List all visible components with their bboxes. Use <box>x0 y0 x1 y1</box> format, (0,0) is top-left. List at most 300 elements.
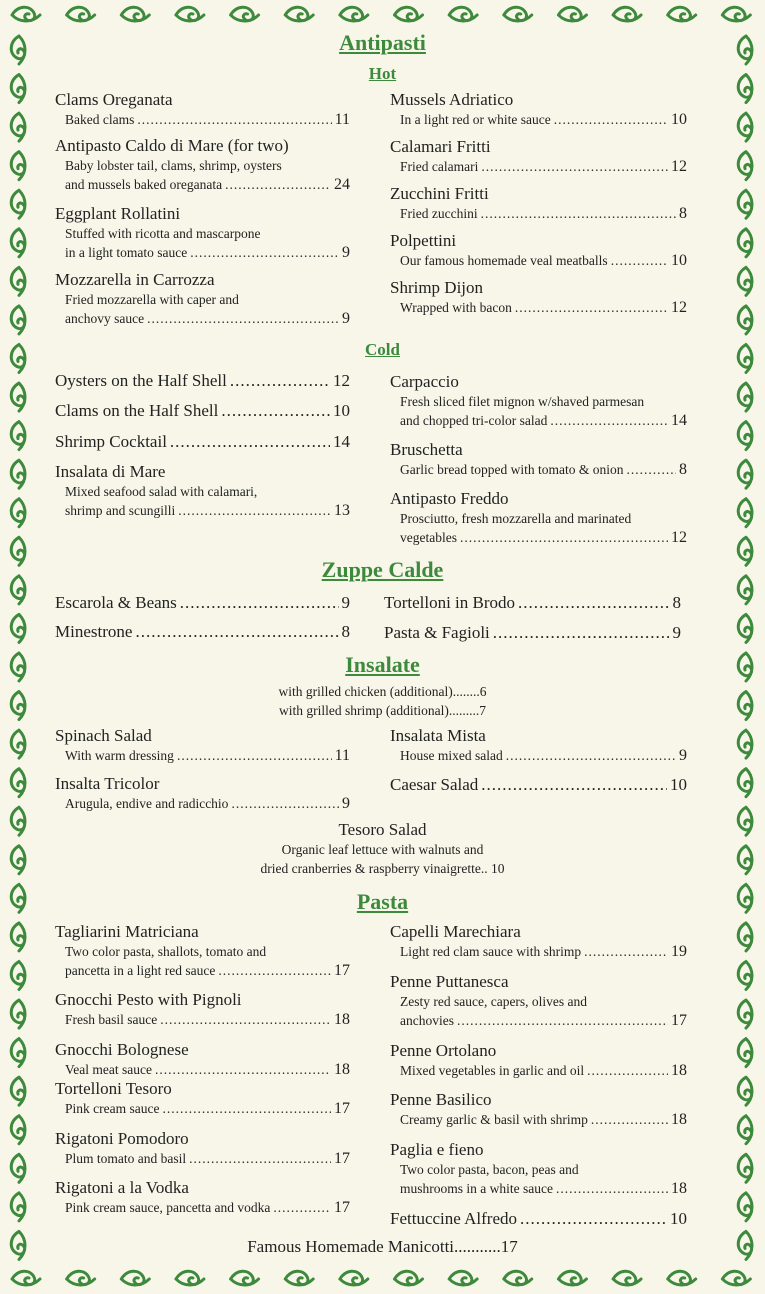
scroll-ornament <box>722 7 750 21</box>
menu-item-desc-line <box>390 460 687 479</box>
menu-item-price: 8 <box>672 593 681 612</box>
menu-item-desc: Baby lobster tail, clams, shrimp, oysters <box>65 158 282 173</box>
menu-item-price: 10 <box>671 252 687 269</box>
menu-item-price: 12 <box>671 299 687 316</box>
menu-item-price: 9 <box>679 747 687 764</box>
scroll-ornament <box>738 1077 752 1105</box>
menu-item-desc-line <box>390 1061 687 1080</box>
scroll-ornament <box>11 383 25 411</box>
addon-shrimp: with grilled shrimp (additional).........7 <box>279 703 486 718</box>
menu-item <box>390 278 687 317</box>
menu-item-desc: pancetta in a light red sauce <box>65 963 216 978</box>
menu-item-desc-line <box>390 251 687 270</box>
scroll-ornament <box>738 1193 752 1221</box>
dot-leader <box>587 1061 668 1080</box>
dot-leader <box>170 432 330 452</box>
subsection-title-hot: Hot <box>368 64 397 83</box>
top-scroll-border <box>0 0 765 30</box>
menu-item-desc-line <box>55 501 350 520</box>
menu-item-desc: Our famous homemade veal meatballs <box>400 253 608 268</box>
bottom-scroll-border <box>0 1264 765 1294</box>
menu-item-desc-line <box>390 528 687 547</box>
menu-item <box>390 137 687 176</box>
menu-item-desc: Fried mozzarella with caper and <box>65 292 239 307</box>
addon-chicken: with grilled chicken (additional)........6 <box>278 684 487 699</box>
insalate-addons <box>0 682 765 720</box>
menu-item-name-line <box>55 622 350 642</box>
dot-leader <box>626 460 676 479</box>
menu-item-name: Mussels Adriatico <box>390 90 514 109</box>
menu-item <box>390 972 687 1030</box>
scroll-ornament <box>738 460 752 488</box>
scroll-ornament <box>738 1154 752 1182</box>
menu-item-price: 17 <box>334 962 350 979</box>
scroll-ornament <box>395 7 423 21</box>
menu-item-name: Antipasto Caldo di Mare (for two) <box>55 136 289 155</box>
menu-item <box>55 622 350 642</box>
dot-leader <box>218 961 331 980</box>
scroll-ornament <box>668 1271 696 1285</box>
scroll-ornament <box>738 383 752 411</box>
menu-item-price: 19 <box>671 943 687 960</box>
menu-item-price: 9 <box>342 244 350 261</box>
menu-item-desc-line <box>55 1010 350 1029</box>
menu-item-price: 12 <box>333 371 350 390</box>
menu-item <box>384 593 681 613</box>
menu-item-desc: Fried calamari <box>400 159 479 174</box>
menu-item-name-line <box>384 593 681 613</box>
scroll-ornament <box>738 229 752 257</box>
menu-item-price: 18 <box>671 1062 687 1079</box>
menu-item-desc-line <box>55 794 350 813</box>
menu-item-name: Insalata di Mare <box>55 462 166 481</box>
scroll-ornament <box>11 306 25 334</box>
menu-item-desc-line <box>55 1198 350 1217</box>
scroll-ornament <box>395 1271 423 1285</box>
left-scroll-border <box>4 30 34 1264</box>
menu-item <box>55 401 350 421</box>
menu-item-price: 9 <box>672 623 681 642</box>
menu-item-desc-line <box>55 1060 350 1079</box>
scroll-ornament <box>738 1000 752 1028</box>
scroll-ornament <box>11 730 25 758</box>
scroll-ornament <box>11 1116 25 1144</box>
menu-item-name: Gnocchi Bolognese <box>55 1040 189 1059</box>
menu-item-name: Gnocchi Pesto with Pignoli <box>55 990 242 1009</box>
scroll-ornament <box>738 962 752 990</box>
menu-item-desc: Light red clam sauce with shrimp <box>400 944 582 959</box>
scroll-ornament <box>11 229 25 257</box>
menu-item-desc-line <box>55 746 350 765</box>
menu-item-name: Tortelloni Tesoro <box>55 1079 172 1098</box>
dot-leader <box>180 593 339 613</box>
scroll-ornament <box>231 7 259 21</box>
scroll-ornament <box>449 7 477 21</box>
menu-item-name: Shrimp Cocktail <box>55 432 167 451</box>
menu-item-name: Caesar Salad <box>390 775 479 794</box>
menu-item-desc: Mixed seafood salad with calamari, <box>65 484 258 499</box>
scroll-ornament <box>613 7 641 21</box>
menu-item-desc: Fresh sliced filet mignon w/shaved parmesan <box>400 394 645 409</box>
menu-item <box>390 922 687 961</box>
menu-item-price: 17 <box>334 1150 350 1167</box>
scroll-ornament <box>738 190 752 218</box>
menu-item-name: Rigatoni Pomodoro <box>55 1129 189 1148</box>
section-title-pasta: Pasta <box>356 889 409 914</box>
menu-item-price: 18 <box>334 1061 350 1078</box>
menu-item-desc-line <box>55 110 350 129</box>
menu-item-desc-line <box>55 961 350 980</box>
section-title-zuppe-calde: Zuppe Calde <box>321 557 444 582</box>
menu-item-name: Spinach Salad <box>55 726 152 745</box>
menu-item <box>390 90 687 129</box>
menu-item-name: Eggplant Rollatini <box>55 204 181 223</box>
scroll-ornament <box>12 1271 40 1285</box>
menu-item-desc: Plum tomato and basil <box>65 1151 187 1166</box>
subsection-title-cold: Cold <box>365 340 400 359</box>
menu-item-price: 10 <box>670 1209 687 1228</box>
menu-item <box>384 623 681 643</box>
dot-leader <box>481 775 667 795</box>
menu-item-price: 10 <box>670 775 687 794</box>
menu-item-desc: anchovies <box>400 1013 454 1028</box>
menu-item-desc-line <box>55 1149 350 1168</box>
dot-leader <box>457 1011 668 1030</box>
menu-item <box>55 1129 350 1168</box>
menu-item-desc: in a light tomato sauce <box>65 245 188 260</box>
scroll-ornament <box>738 113 752 141</box>
menu-item-desc-line <box>390 1179 687 1198</box>
scroll-ornament <box>67 7 95 21</box>
menu-item-name-line <box>55 432 350 452</box>
scroll-ornament <box>11 923 25 951</box>
menu-item-price: 12 <box>671 158 687 175</box>
scroll-ornament <box>11 1193 25 1221</box>
scroll-ornament <box>738 923 752 951</box>
menu-item-desc: Organic leaf lettuce with walnuts and <box>281 842 484 857</box>
menu-item-desc: House mixed salad <box>400 748 503 763</box>
scroll-ornament <box>11 1039 25 1067</box>
menu-item-name: Clams on the Half Shell <box>55 401 219 420</box>
section-title-antipasti: Antipasti <box>339 30 426 55</box>
menu-item-desc: Veal meat sauce <box>65 1062 152 1077</box>
scroll-ornament <box>738 769 752 797</box>
dot-leader <box>189 1149 331 1168</box>
menu-item-desc-line <box>390 298 687 317</box>
menu-item-name: Minestrone <box>55 622 133 641</box>
menu-item-price: 11 <box>334 111 350 128</box>
menu-item-name-line <box>55 371 350 391</box>
menu-item-price: 8 <box>679 205 687 222</box>
menu-item <box>55 270 350 328</box>
scroll-ornament <box>11 1154 25 1182</box>
menu-item-name: Capelli Marechiara <box>390 922 521 941</box>
menu-item-name: Tortelloni in Brodo <box>384 593 516 612</box>
menu-item-desc: Mixed vegetables in garlic and oil <box>400 1063 585 1078</box>
menu-item-desc-line <box>390 157 687 176</box>
scroll-ornament <box>121 1271 149 1285</box>
menu-item-desc: mushrooms in a white sauce <box>400 1181 553 1196</box>
menu-item-name: Penne Puttanesca <box>390 972 509 991</box>
menu-item-desc: Pink cream sauce, pancetta and vodka <box>65 1200 271 1215</box>
scroll-ornament <box>285 1271 313 1285</box>
menu-item <box>55 1178 350 1217</box>
menu-item-desc: With warm dressing <box>65 748 174 763</box>
menu-item-price: 9 <box>341 593 350 612</box>
menu-item-name: Calamari Fritti <box>390 137 491 156</box>
menu-item <box>55 462 350 520</box>
menu-item <box>390 1140 687 1198</box>
dot-leader <box>506 746 676 765</box>
menu-item-name: Bruschetta <box>390 440 463 459</box>
dot-leader <box>556 1179 668 1198</box>
menu-item-desc: Stuffed with ricotta and mascarpone <box>65 226 261 241</box>
scroll-ornament <box>176 7 204 21</box>
menu-item-desc: Creamy garlic & basil with shrimp <box>400 1112 588 1127</box>
scroll-ornament <box>738 152 752 180</box>
scroll-ornament <box>504 1271 532 1285</box>
menu-item-name: Oysters on the Half Shell <box>55 371 227 390</box>
menu-item <box>55 371 350 391</box>
menu-item-desc-line <box>390 1110 687 1129</box>
scroll-ornament <box>738 730 752 758</box>
menu-item-desc-line <box>390 204 687 223</box>
dot-leader <box>518 593 669 613</box>
scroll-ornament <box>121 7 149 21</box>
menu-item-name-line <box>384 623 681 643</box>
menu-item-price: 18 <box>671 1180 687 1197</box>
menu-item-name: Clams Oreganata <box>55 90 173 109</box>
scroll-ornament <box>11 499 25 527</box>
menu-item-name: Penne Ortolano <box>390 1041 497 1060</box>
menu-item-name: Shrimp Dijon <box>390 278 484 297</box>
menu-item-name: Fettuccine Alfredo <box>390 1209 517 1228</box>
menu-item <box>390 231 687 270</box>
menu-item-price: 10 <box>671 111 687 128</box>
dot-leader <box>611 251 668 270</box>
dot-leader <box>225 175 331 194</box>
dot-leader <box>155 1060 331 1079</box>
menu-item-name: Pasta & Fagioli <box>384 623 490 642</box>
menu-item-manicotti: Famous Homemade Manicotti...........17 <box>247 1237 518 1256</box>
scroll-ornament <box>340 1271 368 1285</box>
dot-leader <box>190 243 339 262</box>
scroll-ornament <box>176 1271 204 1285</box>
scroll-ornament <box>11 152 25 180</box>
menu-item-desc: Garlic bread topped with tomato & onion <box>400 462 624 477</box>
menu-item <box>55 204 350 262</box>
dot-leader <box>554 110 668 129</box>
menu-item-price: 24 <box>334 176 350 193</box>
scroll-ornament <box>11 1077 25 1105</box>
scroll-ornament <box>558 1271 586 1285</box>
menu-item-name: Paglia e fieno <box>390 1140 484 1159</box>
scroll-ornament <box>11 267 25 295</box>
menu-item <box>55 1040 350 1079</box>
menu-item-name: Zucchini Fritti <box>390 184 489 203</box>
menu-item-price: 17 <box>671 1012 687 1029</box>
dot-leader <box>221 401 330 421</box>
dot-leader <box>178 501 331 520</box>
menu-item-desc: Zesty red sauce, capers, olives and <box>400 994 588 1009</box>
dot-leader <box>230 371 330 391</box>
menu-item-name-line <box>390 775 687 795</box>
dot-leader <box>160 1010 331 1029</box>
menu-item-name: Rigatoni a la Vodka <box>55 1178 189 1197</box>
scroll-ornament <box>738 1116 752 1144</box>
menu-item <box>390 372 687 430</box>
scroll-ornament <box>11 422 25 450</box>
dot-leader <box>515 298 668 317</box>
menu-item-desc-line <box>55 175 350 194</box>
menu-item-desc: Prosciutto, fresh mozzarella and marinated <box>400 511 632 526</box>
section-title-insalate: Insalate <box>345 652 420 677</box>
menu-item-price: 9 <box>342 795 350 812</box>
menu-item-desc: Fried zucchini <box>400 206 478 221</box>
menu-item-desc: Baked clams <box>65 112 135 127</box>
menu-item <box>390 1041 687 1080</box>
menu-item <box>55 726 350 765</box>
menu-item-name: Escarola & Beans <box>55 593 177 612</box>
scroll-ornament <box>11 1000 25 1028</box>
menu-item-desc: dried cranberries & raspberry vinaigrette.. 10 <box>260 861 505 876</box>
menu-item <box>390 726 687 765</box>
dot-leader <box>493 623 670 643</box>
menu-item-price: 10 <box>333 401 350 420</box>
menu-item <box>55 90 350 129</box>
dot-leader <box>137 110 331 129</box>
menu-item-name: Tagliarini Matriciana <box>55 922 199 941</box>
scroll-ornament <box>11 190 25 218</box>
menu-item-desc-line <box>390 942 687 961</box>
scroll-ornament <box>449 1271 477 1285</box>
menu-item-price: 8 <box>679 461 687 478</box>
scroll-ornament <box>11 460 25 488</box>
menu-item-desc-line <box>390 1011 687 1030</box>
scroll-ornament <box>738 422 752 450</box>
menu-item-name-line <box>55 401 350 421</box>
scroll-ornament <box>12 7 40 21</box>
menu-item-name: Mozzarella in Carrozza <box>55 270 215 289</box>
menu-item-desc-line <box>390 411 687 430</box>
scroll-ornament <box>285 7 313 21</box>
dot-leader <box>550 411 668 430</box>
menu-item <box>55 774 350 813</box>
menu-item-name: Antipasto Freddo <box>390 489 509 508</box>
menu-item <box>390 184 687 223</box>
scroll-ornament <box>11 614 25 642</box>
menu-item-desc-line <box>390 746 687 765</box>
menu-item-price: 18 <box>671 1111 687 1128</box>
menu-item-price: 11 <box>334 747 350 764</box>
dot-leader <box>591 1110 668 1129</box>
menu-item-price: 12 <box>671 529 687 546</box>
scroll-ornament <box>504 7 532 21</box>
menu-item-desc: and chopped tri-color salad <box>400 413 548 428</box>
menu-item-desc: anchovy sauce <box>65 311 145 326</box>
menu-item <box>390 489 687 547</box>
menu-item-desc-line <box>55 1099 350 1118</box>
menu-item-desc: Fresh basil sauce <box>65 1012 158 1027</box>
menu-item-desc: Two color pasta, bacon, peas and <box>400 1162 579 1177</box>
dot-leader <box>481 204 676 223</box>
scroll-ornament <box>668 7 696 21</box>
menu-item-name: Penne Basilico <box>390 1090 492 1109</box>
dot-leader <box>520 1209 667 1229</box>
dot-leader <box>135 622 338 642</box>
menu-item-price: 8 <box>341 622 350 641</box>
scroll-ornament <box>11 962 25 990</box>
menu-item <box>390 1209 687 1229</box>
menu-item-name: Carpaccio <box>390 372 459 391</box>
scroll-ornament <box>67 1271 95 1285</box>
menu-item-name: Polpettini <box>390 231 457 250</box>
menu-item-desc: shrimp and scungilli <box>65 503 176 518</box>
menu-item-price: 18 <box>334 1011 350 1028</box>
menu-item-name: Insalta Tricolor <box>55 774 160 793</box>
menu-item-desc: Pink cream sauce <box>65 1101 160 1116</box>
scroll-ornament <box>738 499 752 527</box>
menu-item-desc: and mussels baked oreganata <box>65 177 223 192</box>
menu-item <box>55 922 350 980</box>
scroll-ornament <box>613 1271 641 1285</box>
menu-item-desc: Arugula, endive and radicchio <box>65 796 229 811</box>
menu-item-price: 14 <box>671 412 687 429</box>
scroll-ornament <box>738 267 752 295</box>
menu-item-desc-line <box>55 243 350 262</box>
scroll-ornament <box>11 113 25 141</box>
menu-item-desc-line <box>390 110 687 129</box>
right-scroll-border <box>731 30 761 1264</box>
dot-leader <box>147 309 339 328</box>
scroll-ornament <box>231 1271 259 1285</box>
tesoro-salad <box>0 820 765 878</box>
scroll-ornament <box>738 1039 752 1067</box>
menu-item-price: 17 <box>334 1199 350 1216</box>
scroll-ornament <box>340 7 368 21</box>
menu-item-name: Tesoro Salad <box>338 820 427 839</box>
scroll-ornament <box>722 1271 750 1285</box>
menu-item-price: 17 <box>334 1100 350 1117</box>
menu-item-name: Insalata Mista <box>390 726 486 745</box>
menu-item-desc: Wrapped with bacon <box>400 300 512 315</box>
dot-leader <box>177 746 332 765</box>
menu-item <box>390 1090 687 1129</box>
dot-leader <box>481 157 668 176</box>
menu-item <box>55 136 350 194</box>
menu-item-price: 9 <box>342 310 350 327</box>
scroll-ornament <box>738 306 752 334</box>
menu-item-desc: Two color pasta, shallots, tomato and <box>65 944 267 959</box>
dot-leader <box>231 794 339 813</box>
menu-item-price: 13 <box>334 502 350 519</box>
menu-item-desc-line <box>55 309 350 328</box>
dot-leader <box>162 1099 331 1118</box>
menu-item-name-line <box>390 1209 687 1229</box>
menu-item-desc: In a light red or white sauce <box>400 112 551 127</box>
scroll-ornament <box>558 7 586 21</box>
menu-item-price: 14 <box>333 432 350 451</box>
menu-item <box>55 1079 350 1118</box>
dot-leader <box>273 1198 331 1217</box>
menu-item <box>55 432 350 452</box>
dot-leader <box>460 528 668 547</box>
menu-item-desc: vegetables <box>400 530 457 545</box>
scroll-ornament <box>738 614 752 642</box>
dot-leader <box>584 942 668 961</box>
menu-item-name-line <box>55 593 350 613</box>
scroll-ornament <box>11 769 25 797</box>
